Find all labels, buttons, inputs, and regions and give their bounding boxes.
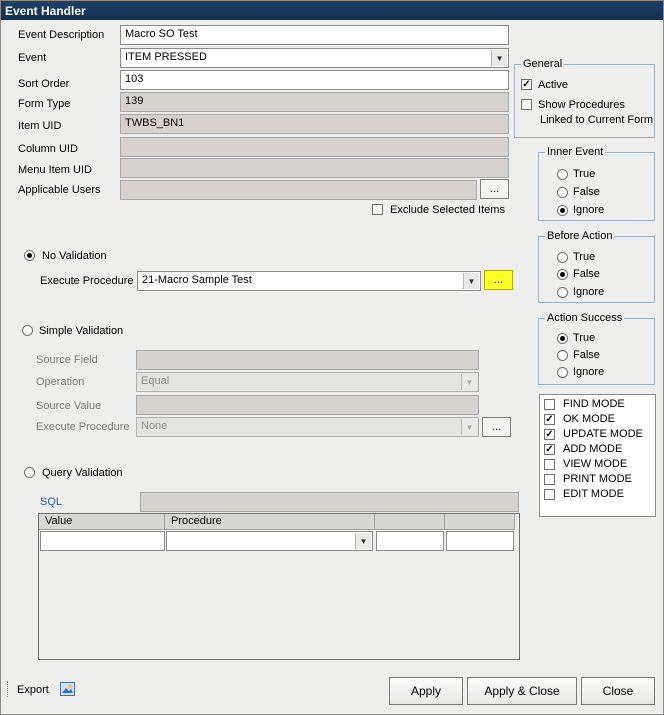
execute-procedure-select[interactable] <box>137 271 481 291</box>
form-type-label: Form Type <box>18 98 71 110</box>
modes-list <box>539 394 656 517</box>
action-success-false-label: False <box>573 349 600 361</box>
chevron-down-icon: ▼ <box>461 374 477 390</box>
simple-execute-procedure-value: None <box>141 420 168 432</box>
applicable-users-field <box>120 180 477 200</box>
export-label[interactable]: Export <box>17 684 49 696</box>
item-uid-label: Item UID <box>18 120 62 132</box>
inner-event-false-radio[interactable] <box>557 187 568 198</box>
operation-label: Operation <box>36 376 85 388</box>
grid-header-procedure: Procedure <box>165 514 375 530</box>
inner-event-true-label: True <box>573 168 596 180</box>
mode-view-label: VIEW MODE <box>563 458 628 470</box>
mode-edit-label: EDIT MODE <box>563 488 624 500</box>
apply-close-button[interactable]: Apply & Close <box>467 677 577 705</box>
action-success-group <box>538 312 655 385</box>
grid-header-value: Value <box>39 514 165 530</box>
show-procedures-label-line2: Linked to Current Form <box>540 114 654 126</box>
action-success-ignore-label: Ignore <box>573 366 605 378</box>
grid-cell-col4[interactable] <box>446 531 514 551</box>
simple-execute-procedure-label: Execute Procedure <box>36 421 130 433</box>
exclude-selected-checkbox[interactable] <box>372 204 383 215</box>
action-success-false-radio[interactable] <box>557 350 568 361</box>
query-validation-label: Query Validation <box>42 467 123 479</box>
action-success-ignore-radio[interactable] <box>557 367 568 378</box>
apply-button[interactable]: Apply <box>389 677 463 705</box>
grid-header-col4 <box>445 514 515 530</box>
grid-cell-value[interactable] <box>40 531 165 551</box>
before-action-false-radio[interactable] <box>557 269 568 280</box>
inner-event-ignore-radio[interactable] <box>557 205 568 216</box>
mode-add-label: ADD MODE <box>563 443 623 455</box>
chevron-down-icon: ▼ <box>461 419 477 435</box>
source-field-label: Source Field <box>36 354 98 366</box>
mode-update-label: UPDATE MODE <box>563 428 643 440</box>
mode-ok-checkbox[interactable]: ✓ <box>545 414 554 425</box>
mode-print-checkbox[interactable] <box>544 474 555 485</box>
event-select-value: ITEM PRESSED <box>125 51 207 63</box>
export-grip <box>7 681 9 697</box>
query-validation-radio[interactable] <box>24 467 35 478</box>
show-procedures-checkbox[interactable] <box>521 99 532 110</box>
applicable-users-label: Applicable Users <box>18 184 101 196</box>
execute-procedure-label: Execute Procedure <box>40 275 134 287</box>
sql-label: SQL <box>40 496 63 508</box>
active-checkbox[interactable]: ✓ <box>522 79 531 90</box>
source-field-input <box>136 350 479 370</box>
general-group <box>514 58 655 138</box>
before-action-title: Before Action <box>547 230 613 242</box>
mode-view-checkbox[interactable] <box>544 459 555 470</box>
window-title: Event Handler <box>1 1 663 20</box>
procedure-browse-button[interactable]: ... <box>484 270 513 290</box>
mode-update-checkbox[interactable]: ✓ <box>545 429 554 440</box>
simple-procedure-browse-button[interactable]: ... <box>482 417 511 437</box>
simple-validation-label: Simple Validation <box>39 325 124 337</box>
inner-event-ignore-label: Ignore <box>573 204 605 216</box>
mode-edit-checkbox[interactable] <box>544 489 555 500</box>
chevron-down-icon[interactable]: ▼ <box>463 273 479 289</box>
no-validation-radio[interactable] <box>24 250 35 261</box>
event-select[interactable] <box>120 48 509 68</box>
chevron-down-icon[interactable]: ▼ <box>491 50 507 66</box>
inner-event-false-label: False <box>573 186 600 198</box>
menu-item-uid-field <box>120 158 509 178</box>
before-action-true-radio[interactable] <box>557 252 568 263</box>
form-type-field: 139 <box>120 92 509 112</box>
grid-cell-procedure[interactable] <box>166 531 373 551</box>
exclude-selected-label: Exclude Selected Items <box>390 204 505 216</box>
mode-ok-label: OK MODE <box>563 413 615 425</box>
inner-event-true-radio[interactable] <box>557 169 568 180</box>
before-action-ignore-radio[interactable] <box>557 287 568 298</box>
operation-select <box>136 372 479 392</box>
action-success-true-label: True <box>573 332 596 344</box>
event-label: Event <box>18 52 47 64</box>
grid-cell-col3[interactable] <box>376 531 444 551</box>
mode-print-label: PRINT MODE <box>563 473 632 485</box>
export-image-icon[interactable] <box>60 682 75 696</box>
source-value-input <box>136 395 479 415</box>
event-description-input[interactable]: Macro SO Test <box>120 25 509 45</box>
grid-header-col3 <box>375 514 445 530</box>
event-description-label: Event Description <box>18 29 105 41</box>
action-success-true-radio[interactable] <box>557 333 568 344</box>
column-uid-label: Column UID <box>18 143 78 155</box>
mode-add-checkbox[interactable]: ✓ <box>545 444 554 455</box>
query-grid <box>38 513 520 660</box>
menu-item-uid-label: Menu Item UID <box>18 164 92 176</box>
before-action-true-label: True <box>573 251 596 263</box>
general-group-title: General <box>523 58 563 70</box>
inner-event-title: Inner Event <box>547 146 604 158</box>
show-procedures-label: Show Procedures <box>538 99 625 111</box>
inner-event-group <box>538 146 655 221</box>
execute-procedure-value: 21-Macro Sample Test <box>142 274 252 286</box>
column-uid-field <box>120 137 509 157</box>
active-label: Active <box>538 79 568 91</box>
before-action-ignore-label: Ignore <box>573 286 605 298</box>
before-action-group <box>538 230 655 303</box>
close-button[interactable]: Close <box>581 677 655 705</box>
mode-find-label: FIND MODE <box>563 398 625 410</box>
applicable-users-browse-button[interactable]: ... <box>480 179 509 199</box>
item-uid-field: TWBS_BN1 <box>120 114 509 134</box>
mode-find-checkbox[interactable] <box>544 399 555 410</box>
sort-order-label: Sort Order <box>18 78 70 90</box>
sql-input[interactable] <box>140 492 519 512</box>
no-validation-label: No Validation <box>42 250 107 262</box>
simple-validation-radio[interactable] <box>22 325 33 336</box>
chevron-down-icon[interactable]: ▼ <box>355 533 371 549</box>
source-value-label: Source Value <box>36 400 102 412</box>
before-action-false-label: False <box>573 268 600 280</box>
sort-order-input[interactable]: 103 <box>120 70 509 90</box>
action-success-title: Action Success <box>547 312 623 324</box>
simple-execute-procedure-select <box>136 417 479 437</box>
operation-value: Equal <box>141 375 170 387</box>
